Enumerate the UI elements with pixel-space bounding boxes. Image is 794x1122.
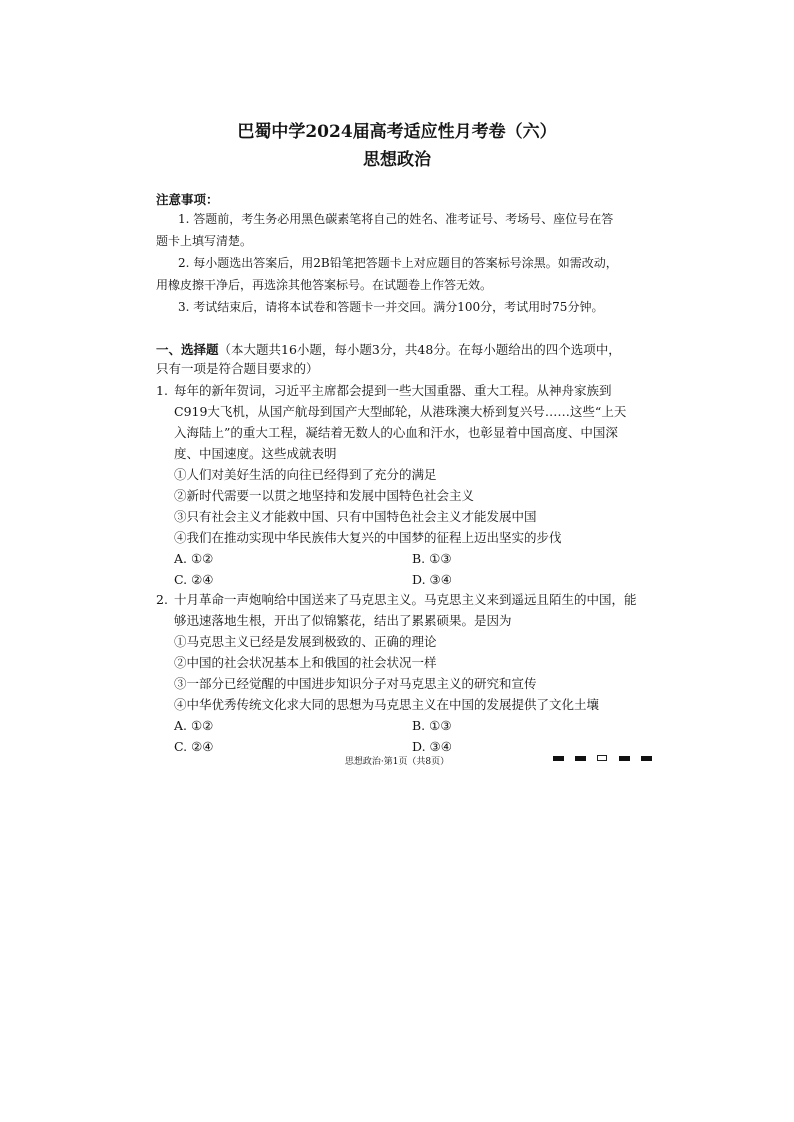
notice-line: 题卡上填写清楚。: [156, 234, 253, 248]
notice-line: 用橡皮擦干净后，再选涂其他答案标号。在试题卷上作答无效。: [156, 278, 493, 292]
hollow-mark: [597, 755, 607, 761]
stem-line: 十月革命一声炮响给中国送来了马克思主义。马克思主义来到遥远且陌生的中国，能: [174, 592, 637, 607]
notice-line: 2. 每小题选出答案后，用2B铅笔把答题卡上对应题目的答案标号涂黑。如需改动，: [178, 256, 618, 270]
statement-list: [156, 464, 656, 548]
options-row: [156, 569, 656, 590]
statement: ④中华优秀传统文化求大同的思想为马克思主义在中国的发展提供了文化土壤: [174, 697, 600, 712]
exam-title: 巴蜀中学2024届高考适应性月考卷（六）: [237, 122, 557, 142]
question-stem: [156, 589, 656, 631]
statement: ①马克思主义已经是发展到极致的、正确的理论: [174, 634, 437, 649]
filled-mark: [553, 756, 564, 761]
option-a: A. ①②: [174, 718, 214, 733]
notice-heading: 注意事项：: [156, 192, 219, 207]
options-row: [156, 715, 656, 736]
option-d: D. ③④: [412, 739, 452, 754]
statement: ②中国的社会状况基本上和俄国的社会状况一样: [174, 655, 437, 670]
stem-line: 入海陆上”的重大工程，凝结着无数人的心血和汗水，也彰显着中国高度、中国深: [174, 425, 618, 440]
option-c: C. ②④: [174, 739, 214, 754]
option-b: B. ①③: [412, 551, 452, 566]
question-number: 2.: [156, 592, 168, 607]
statement: ④我们在推动实现中华民族伟大复兴的中国梦的征程上迈出坚实的步伐: [174, 530, 562, 545]
section-header: [156, 340, 656, 378]
option-a: A. ①②: [174, 551, 214, 566]
section-desc: （本大题共16小题，每小题3分，共48分。在每小题给出的四个选项中，: [218, 342, 621, 357]
filled-mark: [575, 756, 586, 761]
stem-line: 度、中国速度。这些成就表明: [174, 446, 337, 461]
stem-line: 够迅速落地生根，开出了似锦繁花，结出了累累硕果。是因为: [174, 613, 512, 628]
statement: ③只有社会主义才能救中国、只有中国特色社会主义才能发展中国: [174, 509, 537, 524]
stem-line: 每年的新年贺词，习近平主席都会提到一些大国重器、重大工程。从神舟家族到: [174, 383, 612, 398]
question-number: 1.: [156, 383, 168, 398]
page-footer: 思想政治·第1页（共8页）: [344, 757, 450, 767]
subject-title: 思想政治: [363, 150, 431, 170]
filled-mark: [619, 756, 630, 761]
stem-line: C919大飞机，从国产航母到国产大型邮轮，从港珠澳大桥到复兴号……这些“上天: [174, 404, 627, 419]
option-b: B. ①③: [412, 718, 452, 733]
notice-list: [156, 208, 654, 318]
section-title: 一、选择题: [156, 342, 219, 357]
statement: ②新时代需要一以贯之地坚持和发展中国特色社会主义: [174, 488, 475, 503]
question-2: [156, 589, 656, 757]
section-desc-cont: 只有一项是符合题目要求的）: [156, 361, 319, 376]
statement: ①人们对美好生活的向往已经得到了充分的满足: [174, 467, 437, 482]
option-c: C. ②④: [174, 572, 214, 587]
question-stem: [156, 380, 656, 464]
statement-list: [156, 631, 656, 715]
options-row: [156, 548, 656, 569]
question-1: [156, 380, 656, 590]
notice-line: 1. 答题前，考生务必用黑色碳素笔将自己的姓名、准考证号、考场号、座位号在答: [178, 212, 614, 226]
option-d: D. ③④: [412, 572, 452, 587]
filled-mark: [641, 756, 652, 761]
statement: ③一部分已经觉醒的中国进步知识分子对马克思主义的研究和宣传: [174, 676, 537, 691]
notice-line: 3. 考试结束后，请将本试卷和答题卡一并交回。满分100分，考试用时75分钟。: [178, 300, 604, 314]
